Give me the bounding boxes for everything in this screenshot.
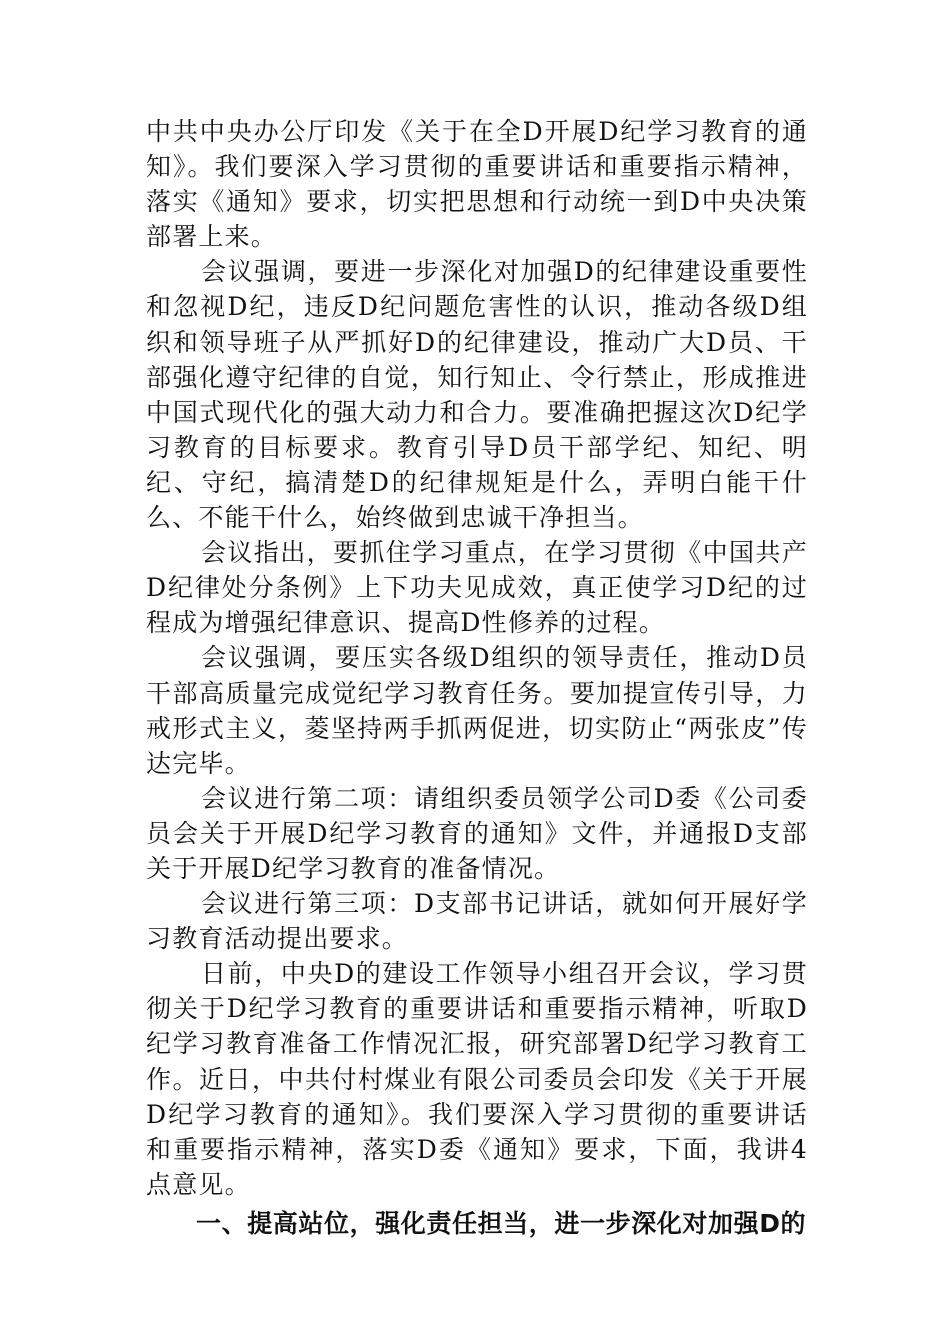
paragraph-4: 会议强调，要压实各级D组织的领导责任，推动D员干部高质量完成觉纪学习教育任务。要加提宣传引导，力戒形式主义，菱坚持两手抓两促进，切实防止“两张皮”传达完毕。 — [146, 643, 808, 778]
paragraph-5: 会议进行第二项：请组织委员领学公司D委《公司委员会关于开展D纪学习教育的通知》文件，并通报D支部关于开展D纪学习教育的准备情况。 — [146, 783, 808, 883]
paragraph-3: 会议指出，要抓住学习重点，在学习贯彻《中国共产D纪律处分条例》上下功夫见成效，真正使学习D纪的过程成为增强纪律意识、提高D性修养的过程。 — [146, 538, 808, 638]
section-heading: 一、提高站位，强化责任担当，进一步深化对加强D的 — [196, 1208, 807, 1238]
paragraph-7: 日前，中央D的建设工作领导小组召开会议，学习贯彻关于D纪学习教育的重要讲话和重要指示精神，听取D纪学习教育准备工作情况汇报，研究部署D纪学习教育工作。近日，中共付村煤业有限公司委员会印发《关于开展D纪学习教育的通知》。我们要深入学习贯彻的重要讲话和重要指示精神，落实D委《通知》要求，下面，我讲4点意见。 — [146, 959, 808, 1199]
paragraph-1: 中共中央办公厅印发《关于在全D开展D纪学习教育的通知》。我们要深入学习贯彻的重要讲话和重要指示精神，落实《通知》要求，切实把思想和行动统一到D中央决策部署上来。 — [146, 117, 808, 252]
paragraph-6: 会议进行第三项：D支部书记讲话，就如何开展好学习教育活动提出要求。 — [146, 889, 808, 954]
document-body — [146, 114, 808, 1241]
paragraph-2: 会议强调，要进一步深化对加强D的纪律建设重要性和忽视D纪，违反D纪问题危害性的认识，推动各级D组织和领导班子从严抓好D的纪律建设，推动广大D员、干部强化遵守纪律的自觉，知行知止、令行禁止，形成推进中国式现代化的强大动力和合力。要准确把握这次D纪学习教育的目标要求。教育引导D员干部学纪、知纪、明纪、守纪，搞清楚D的纪律规矩是什么，弄明白能干什么、不能干什么，始终做到忠诚干净担当。 — [146, 257, 808, 533]
